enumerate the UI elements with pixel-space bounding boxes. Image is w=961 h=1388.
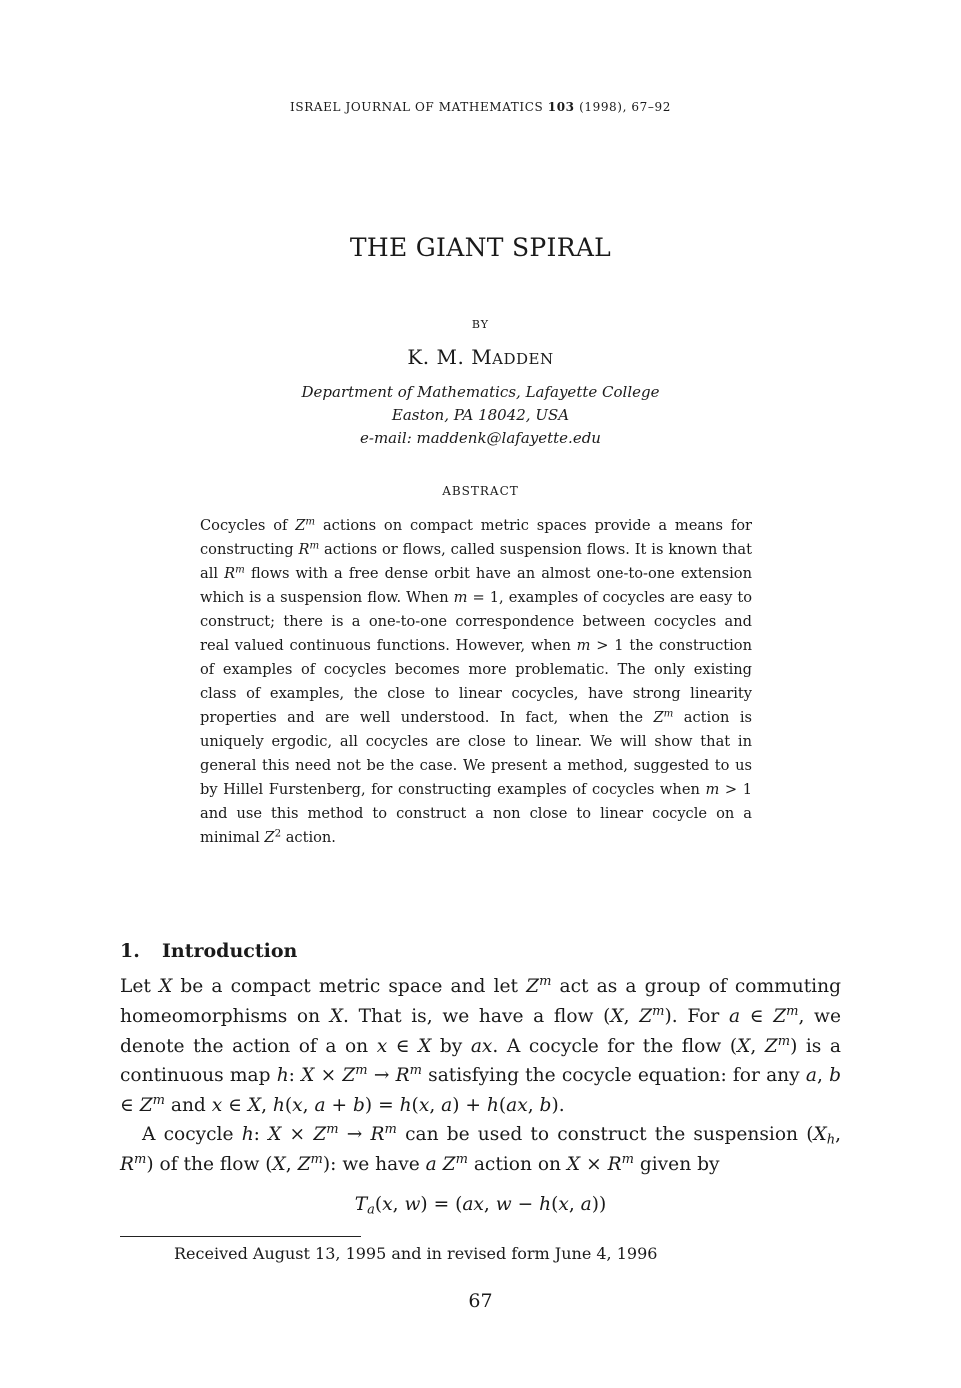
affiliation	[0, 381, 961, 450]
affiliation-email: e-mail: maddenk@lafayette.edu	[360, 429, 601, 447]
page-number: 67	[468, 1290, 493, 1312]
paper-title: THE GIANT SPIRAL	[349, 233, 612, 262]
journal-name: ISRAEL JOURNAL OF MATHEMATICS	[290, 100, 544, 114]
paragraph-1: Let X be a compact metric space and let $Z^m$ act as a group of commuting homeomorphisms on X. That is, we have a flow (X, $Z^m$). For a ∈ $Z^m$, we denote the action of a on x ∈ X by ax. A cocycle for the flow (X, $Z^m$) is a continuous map h: $X \times Z^m \to R^m$ satisfying the cocycle equation: for any a, b ∈ $Z^m$ and x ∈ X, h(x, a + b) = h(x, a) + h(ax, b).	[120, 973, 842, 1117]
journal-volume: 103	[547, 100, 575, 114]
author-surname-rest: ADDEN	[492, 350, 554, 368]
section-title: Introduction	[162, 940, 298, 962]
journal-year-pages: (1998), 67–92	[579, 100, 671, 114]
journal-header	[0, 100, 961, 114]
section-heading	[120, 940, 297, 962]
author-name	[0, 345, 961, 369]
affiliation-line2: Easton, PA 18042, USA	[391, 406, 570, 424]
by-label: BY	[471, 318, 490, 331]
section-number: 1.	[120, 940, 140, 962]
paragraph-2: A cocycle h: $X \times Z^m \to R^m$ can be used to construct the suspension ($X_h$, $R^m$) of the flow (X, $Z^m$): we have a $Z^m$ action on $X \times R^m$ given by	[120, 1121, 842, 1175]
abstract-text: Cocycles of $Z^m$ actions on compact metric spaces provide a means for constructing $R^m$ actions or flows, called suspension flows. It is known that all $R^m$ flows with a free dense orbit have an almost one-to-one extension which is a suspension flow. When m = 1, examples of cocycles are easy to construct; there is a one-to-one correspondence between cocycles and real valued continuous functions. However, when m > 1 the construction of examples of cocycles becomes more problematic. The only existing class of examples, the close to linear cocycles, have strong linearity properties and are well understood. In fact, when the $Z^m$ action is uniquely ergodic, all cocycles are close to linear. We will show that in general this need not be the case. We present a method, suggested to us by Hillel Furstenberg, for constructing examples of cocycles when m > 1 and use this method to construct a non close to linear cocycle on a minimal $Z^2$ action.	[200, 516, 752, 846]
display-equation: $T_a(x$, w) = (ax, w − h(x, a))	[354, 1194, 607, 1218]
abstract-heading: ABSTRACT	[442, 484, 519, 498]
footnote-received: Received August 13, 1995 and in revised form June 4, 1996	[174, 1244, 658, 1263]
footnote-rule	[120, 1236, 361, 1237]
affiliation-line1: Department of Mathematics, Lafayette College	[301, 383, 660, 401]
author-initials: K. M. M	[407, 345, 493, 369]
